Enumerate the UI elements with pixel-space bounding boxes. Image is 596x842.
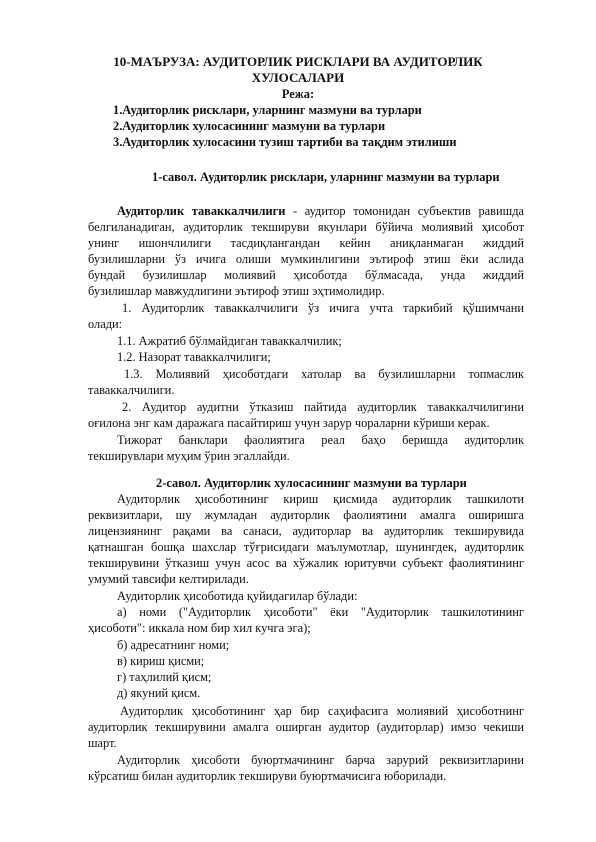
paragraph-8-line-1: Аудиторлик ҳисоботининг ҳар бир саҳифасига молиявий ҳисоботнинг [120, 704, 524, 718]
paragraph-1-line-3: унинг ишончлилиги тасдиқлангандан кейин аниқланмаган жиддий [88, 236, 524, 250]
paragraph-6-line-3: лицензиянинг рақами ва санаси, аудиторлар ва аудиторлик текширувида [88, 524, 524, 538]
list-item-a-line-1: а) номи ("Аудиторлик ҳисоботи" ёки "Аудиторлик ташкилотининг [117, 605, 524, 619]
list-item-b: б) адресатнинг номи; [117, 638, 230, 652]
plan-item-3: 3.Аудиторлик хулосасини тузиш тартиби ва тақдим этилиши [113, 135, 457, 149]
question-1-heading: 1-савол. Аудиторлик рисклари, уларнинг мазмуни ва турлари [152, 170, 500, 184]
paragraph-1-line-2: белгиланадиган, аудиторлик текшируви якунлари бўйича молиявий ҳисобот [88, 220, 524, 234]
plan-item-2: 2.Аудиторлик хулосасининг мазмуни ва турлари [113, 119, 386, 133]
paragraph-5-line-1: Тижорат банклари фаолиятига реал баҳо беришда аудиторлик [117, 433, 524, 447]
paragraph-8-line-2: аудиторлик текширувини амалга оширган аудитор (аудиторлар) имзо чекиши [88, 720, 524, 734]
paragraph-9-line-2: кўрсатиш билан аудиторлик текшируви буюртмачисига юборилади. [88, 769, 447, 783]
paragraph-5-line-2: текширувлари муҳим ўрин эгаллайди. [88, 449, 290, 463]
plan-item-1: 1.Аудиторлик рисклари, уларнинг мазмуни ва турлари [113, 103, 422, 117]
paragraph-6-line-6: умумий тавсифи келтирилади. [88, 572, 249, 586]
paragraph-4-line-2: оғилона энг кам даражага пасайтириш учун зарур чораларни кўриши керак. [88, 416, 490, 430]
paragraph-3-line-2: таваккалчилиги. [88, 383, 175, 397]
list-item-a-line-2: ҳисоботи": иккала ном бир хил кучга эга); [88, 621, 311, 635]
plan-label: Режа: [281, 87, 315, 101]
paragraph-2-line-1: 1. Аудиторлик таваккалчилиги ўз ичига учта таркибий қўшимчани [122, 301, 524, 315]
paragraph-6-line-2: реквизитлари, шу жумладан аудиторлик фаолиятини амалга оширишга [88, 508, 524, 522]
term-audit-risk: Аудиторлик таваккалчилиги [117, 204, 286, 218]
paragraph-3-line-1: 1.3. Молиявий ҳисоботдаги хатолар ва бузилишларни топмаслик [124, 367, 524, 381]
question-2-heading: 2-савол. Аудиторлик хулосасининг мазмуни ва турлари [156, 476, 467, 490]
paragraph-9-line-1: Аудиторлик ҳисоботи буюртмачининг барча зарурий реквизитларини [117, 753, 524, 767]
list-item-d: д) якуний қисм. [117, 686, 201, 700]
list-item-v: в) кириш қисми; [117, 654, 205, 668]
paragraph-6-line-1: Аудиторлик ҳисоботининг кириш қисмида аудиторлик ташкилоти [117, 492, 524, 506]
paragraph-6-line-5: текширувини ўтказиш учун асос ва хўжалик юритувчи субъект фаолиятининг [88, 556, 524, 570]
paragraph-6-line-4: қатнашган бошқа шахслар тўғрисидаги маълумотлар, шунингдек, аудиторлик [88, 540, 524, 554]
paragraph-1-line-4: бузилишларни ўз ичига олиши мумкинлигини эътироф этиш ёки аслида [88, 252, 524, 266]
paragraph-4-line-1: 2. Аудитор аудитни ўтказиш пайтида аудиторлик таваккалчилигини [122, 400, 524, 414]
lecture-title-line-2: ХУЛОСАЛАРИ [251, 70, 345, 85]
paragraph-1-line-1: Аудиторлик таваккалчилиги - аудитор томонидан субъектив равишда [117, 204, 524, 218]
paragraph-1-line-5: бундай бузилишлар молиявий ҳисоботда бўлмасада, унда жиддий [88, 268, 524, 282]
list-item-1-2: 1.2. Назорат таваккалчилиги; [117, 350, 271, 364]
paragraph-2-line-2: олади: [88, 317, 123, 331]
paragraph-7: Аудиторлик ҳисоботида қуйидагилар бўлади: [117, 589, 358, 603]
paragraph-8-line-3: шарт. [88, 736, 117, 750]
list-item-1-1: 1.1. Ажратиб бўлмайдиган таваккалчилик; [117, 334, 342, 348]
paragraph-1-line-6: бузилишлар мавжудлигини эътироф этиш эҳтимолидир. [88, 284, 385, 298]
lecture-title-line-1: 10-МАЪРУЗА: АУДИТОРЛИК РИСКЛАРИ ВА АУДИТОРЛИК [113, 54, 483, 69]
list-item-g: г) таҳлилий қисм; [117, 670, 212, 684]
